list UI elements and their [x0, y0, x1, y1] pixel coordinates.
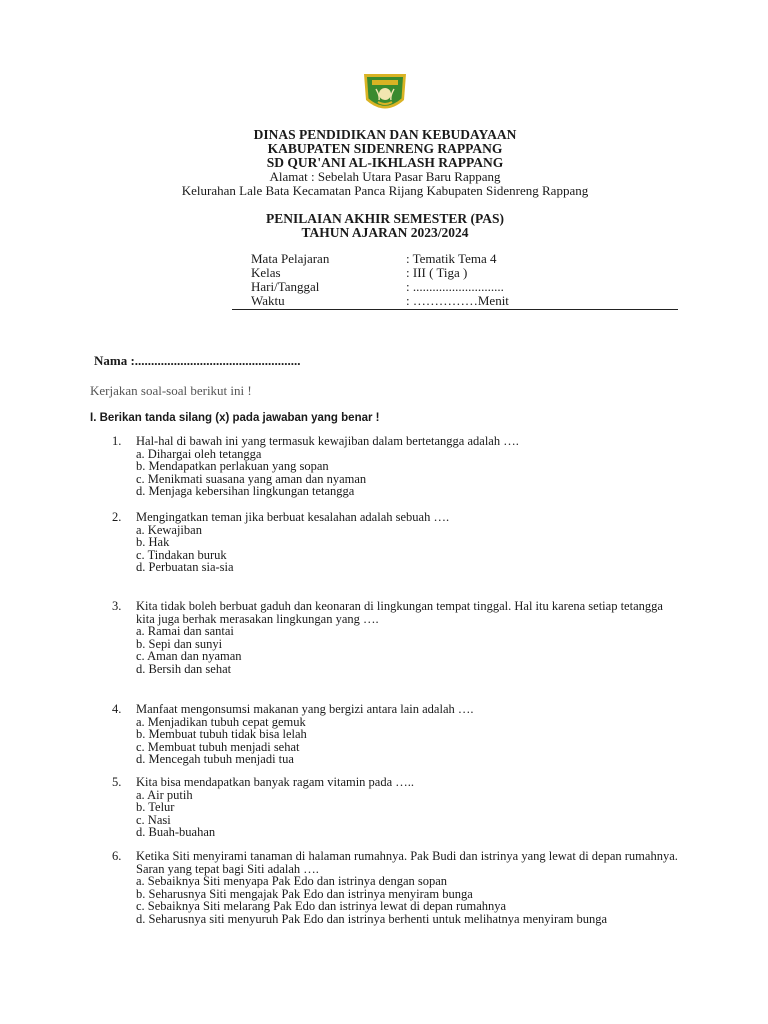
header-regency: KABUPATEN SIDENRENG RAPPANG	[267, 141, 503, 156]
student-name-field[interactable]: Nama :...................................................	[94, 353, 301, 368]
question-number: 3.	[112, 599, 122, 613]
school-emblem-logo	[358, 70, 412, 118]
answer-option[interactable]: d. Buah-buahan	[136, 825, 216, 840]
answer-option[interactable]: d. Seharusnya siti menyuruh Pak Edo dan istrinya berhenti untuk melihatnya menyiram bunga	[136, 911, 608, 926]
answer-option[interactable]: a. Dihargai oleh tetangga	[136, 446, 262, 461]
meta-value: : ……………Menit	[406, 293, 509, 308]
question-number: 5.	[112, 775, 122, 789]
meta-label: Mata Pelajaran	[251, 251, 330, 266]
question-item	[112, 850, 682, 926]
instruction-text: Kerjakan soal-soal berikut ini !	[90, 383, 252, 398]
answer-option[interactable]: d. Mencegah tubuh menjadi tua	[136, 752, 294, 767]
meta-label: Kelas	[251, 265, 281, 280]
header-school: SD QUR'ANI AL-IKHLASH RAPPANG	[266, 155, 504, 170]
header-agency: DINAS PENDIDIKAN DAN KEBUDAYAAN	[253, 127, 517, 142]
answer-option[interactable]: c. Menikmati suasana yang aman dan nyaman	[136, 471, 367, 486]
section-title: I. Berikan tanda silang (x) pada jawaban yang benar !	[90, 412, 380, 424]
answer-option[interactable]: d. Perbuatan sia-sia	[136, 560, 234, 575]
answer-option[interactable]: c. Membuat tubuh menjadi sehat	[136, 739, 300, 754]
question-stem: Kita bisa mendapatkan banyak ragam vitamin pada …..	[136, 775, 415, 789]
question-stem: Ketika Siti menyirami tanaman di halaman rumahnya. Pak Budi dan istrinya yang lewat di depan rumahnya. Saran yang tepat bagi Siti adalah ….	[136, 849, 678, 876]
question-item	[112, 703, 682, 766]
answer-option[interactable]: b. Sepi dan sunyi	[136, 636, 223, 651]
exam-title: PENILAIAN AKHIR SEMESTER (PAS)	[266, 211, 504, 226]
answer-option[interactable]: c. Tindakan buruk	[136, 547, 227, 562]
header-address: Alamat : Sebelah Utara Pasar Baru Rappang	[269, 169, 501, 184]
question-stem: Mengingatkan teman jika berbuat kesalahan adalah sebuah ….	[136, 510, 450, 524]
answer-option[interactable]: a. Ramai dan santai	[136, 624, 234, 639]
answer-option[interactable]: b. Hak	[136, 535, 170, 550]
answer-option[interactable]: c. Sebaiknya Siti melarang Pak Edo dan istrinya lewat di depan rumahnya	[136, 899, 507, 914]
meta-value: : ............................	[406, 279, 504, 294]
answer-option[interactable]: a. Sebaiknya Siti menyapa Pak Edo dan istrinya dengan sopan	[136, 874, 448, 889]
question-item	[112, 776, 682, 839]
answer-option[interactable]: a. Kewajiban	[136, 522, 202, 537]
question-number: 6.	[112, 849, 122, 863]
meta-value: : III ( Tiga )	[406, 265, 468, 280]
answer-option[interactable]: c. Nasi	[136, 812, 171, 827]
question-stem: Hal-hal di bawah ini yang termasuk kewajiban dalam bertetangga adalah ….	[136, 434, 519, 448]
answer-option[interactable]: d. Menjaga kebersihan lingkungan tetangga	[136, 484, 355, 499]
answer-option[interactable]: b. Telur	[136, 800, 175, 815]
answer-option[interactable]: b. Membuat tubuh tidak bisa lelah	[136, 727, 307, 742]
answer-option[interactable]: a. Menjadikan tubuh cepat gemuk	[136, 714, 306, 729]
meta-label: Waktu	[251, 293, 285, 308]
answer-option[interactable]: d. Bersih dan sehat	[136, 661, 232, 676]
header-divider	[232, 309, 678, 310]
answer-option[interactable]: a. Air putih	[136, 787, 193, 802]
question-item	[112, 511, 682, 574]
meta-label: Hari/Tanggal	[251, 279, 320, 294]
answer-option[interactable]: b. Mendapatkan perlakuan yang sopan	[136, 459, 329, 474]
question-item	[112, 600, 682, 676]
answer-option[interactable]: c. Aman dan nyaman	[136, 649, 242, 664]
exam-year: TAHUN AJARAN 2023/2024	[301, 225, 469, 240]
question-number: 1.	[112, 434, 122, 448]
question-number: 2.	[112, 510, 122, 524]
header-district: Kelurahan Lale Bata Kecamatan Panca Rijang Kabupaten Sidenreng Rappang	[181, 183, 589, 198]
question-stem: Kita tidak boleh berbuat gaduh dan keonaran di lingkungan tempat tinggal. Hal itu karena setiap tetangga kita juga berhak merasakan lingkungan yang ….	[136, 599, 663, 626]
answer-option[interactable]: b. Seharusnya Siti mengajak Pak Edo dan istrinya menyiram bunga	[136, 886, 473, 901]
question-number: 4.	[112, 702, 122, 716]
meta-value: : Tematik Tema 4	[406, 251, 497, 266]
question-item	[112, 435, 682, 498]
question-stem: Manfaat mengonsumsi makanan yang bergizi antara lain adalah ….	[136, 702, 474, 716]
